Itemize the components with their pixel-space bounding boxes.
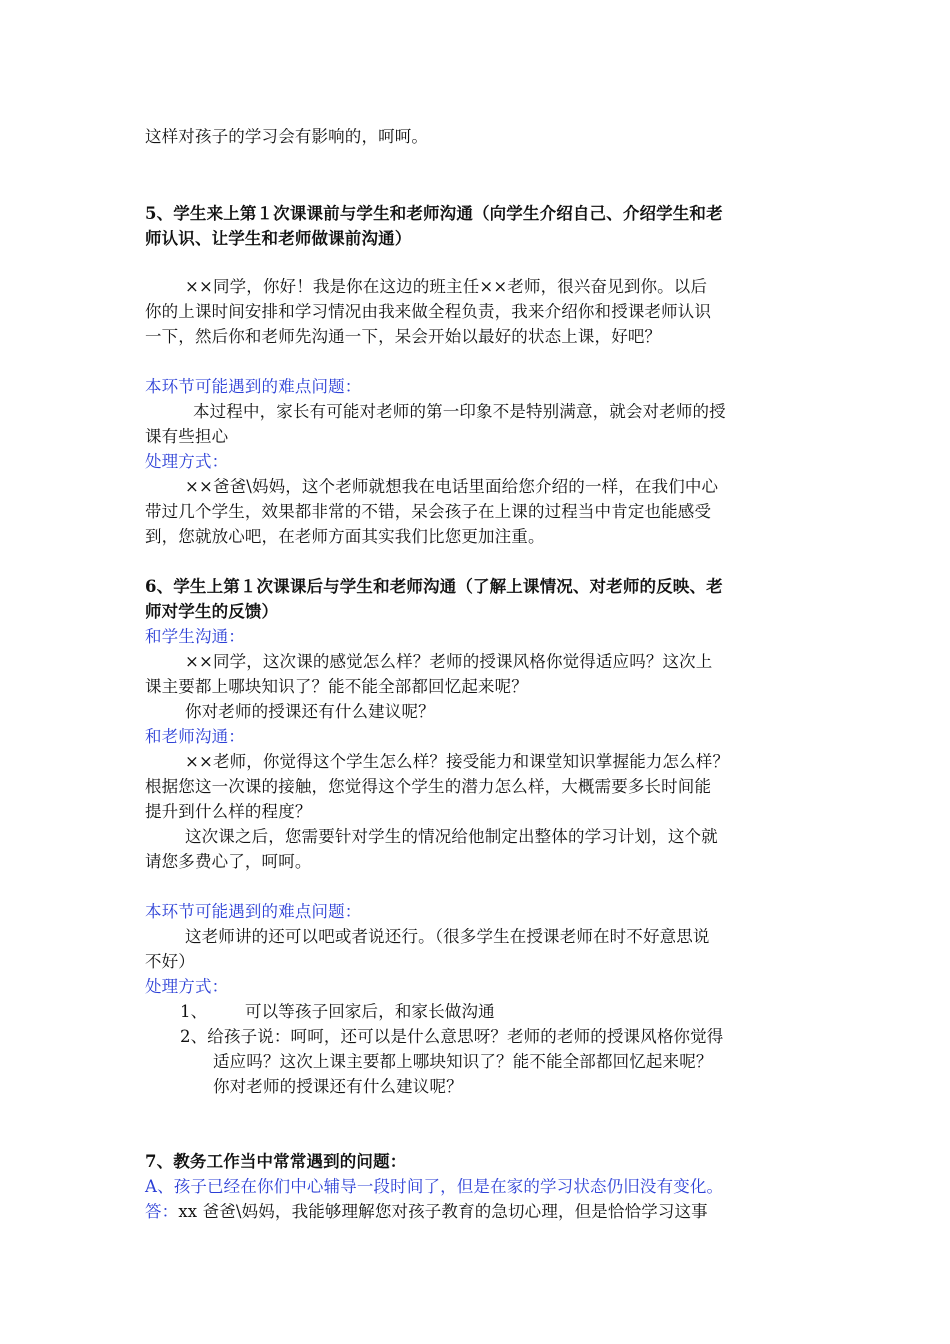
answer-a-text: xx 爸爸\妈妈，我能够理解您对孩子教育的急切心理，但是恰恰学习这事 [178,1202,708,1221]
section-5-difficulty-label: 本环节可能遇到的难点问题： [145,377,362,396]
teacher-communication-line: ××老师，你觉得这个学生怎么样？接受能力和课堂知识掌握能力怎么样？ [185,752,730,771]
student-communication-line: 你对老师的授课还有什么建议呢？ [185,702,435,721]
teacher-communication-line: 提升到什么样的程度？ [145,802,312,821]
section-5-handling-label: 处理方式： [145,452,229,471]
section-5-heading-line-2: 师认识、让学生和老师做课前沟通） [145,229,412,248]
question-a: A、孩子已经在你们中心辅导一段时间了，但是在家的学习状态仍旧没有变化。 [145,1177,724,1196]
section-6-handling-label: 处理方式： [145,977,229,996]
list-item-2-line: 适应吗？这次上课主要都上哪块知识了？能不能全部都回忆起来呢？ [213,1052,713,1071]
list-item-2-line: 你对老师的授课还有什么建议呢？ [213,1077,463,1096]
section-5-paragraph-line: ××同学，你好！我是你在这边的班主任××老师，很兴奋见到你。以后 [185,277,708,296]
student-communication-line: ××同学，这次课的感觉怎么样？老师的授课风格你觉得适应吗？这次上 [185,652,713,671]
list-item-2-line: 2、给孩子说：呵呵，还可以是什么意思呀？老师的老师的授课风格你觉得 [180,1027,724,1046]
list-item-1-text: 可以等孩子回家后，和家长做沟通 [245,1002,495,1021]
section-5-handling-line: 带过几个学生，效果都非常的不错，呆会孩子在上课的过程当中肯定也能感受 [145,502,712,521]
teacher-communication-line: 这次课之后，您需要针对学生的情况给他制定出整体的学习计划，这个就 [185,827,718,846]
section-6-heading-line-2: 师对学生的反馈） [145,602,279,621]
student-communication-line: 课主要都上哪块知识了？能不能全部都回忆起来呢？ [145,677,528,696]
section-5-paragraph-line: 你的上课时间安排和学习情况由我来做全程负责，我来介绍你和授课老师认识 [145,302,712,321]
section-5-heading-line-1: 5、学生来上第１次课课前与学生和老师沟通（向学生介绍自己、介绍学生和老 [145,204,723,223]
section-5-paragraph-line: 一下，然后你和老师先沟通一下，呆会开始以最好的状态上课，好吧？ [145,327,662,346]
section-5-difficulty-line: 课有些担心 [145,427,229,446]
section-7-heading: 7、教务工作当中常常遇到的问题： [145,1152,407,1171]
section-5-handling-line: ××爸爸\妈妈，这个老师就想我在电话里面给您介绍的一样，在我们中心 [185,477,719,496]
section-6-difficulty-label: 本环节可能遇到的难点问题： [145,902,362,921]
section-5-handling-line: 到，您就放心吧，在老师方面其实我们比您更加注重。 [145,527,545,546]
section-6-difficulty-line: 不好） [145,952,195,971]
answer-a: 答：xx 爸爸\妈妈，我能够理解您对孩子教育的急切心理，但是恰恰学习这事 [145,1202,708,1221]
section-6-heading-line-1: 6、学生上第１次课课后与学生和老师沟通（了解上课情况、对老师的反映、老 [145,577,723,596]
student-communication-label: 和学生沟通： [145,627,245,646]
section-5-difficulty-line: 本过程中，家长有可能对老师的第一印象不是特别满意，就会对老师的授 [193,402,726,421]
section-6-difficulty-line: 这老师讲的还可以吧或者说还行。（很多学生在授课老师在时不好意思说 [185,927,710,946]
intro-line: 这样对孩子的学习会有影响的，呵呵。 [145,127,429,146]
list-item-1-number: 1、 [180,1002,208,1021]
teacher-communication-label: 和老师沟通： [145,727,245,746]
teacher-communication-line: 根据您这一次课的接触，您觉得这个学生的潜力怎么样，大概需要多长时间能 [145,777,712,796]
teacher-communication-line: 请您多费心了，呵呵。 [145,852,312,871]
